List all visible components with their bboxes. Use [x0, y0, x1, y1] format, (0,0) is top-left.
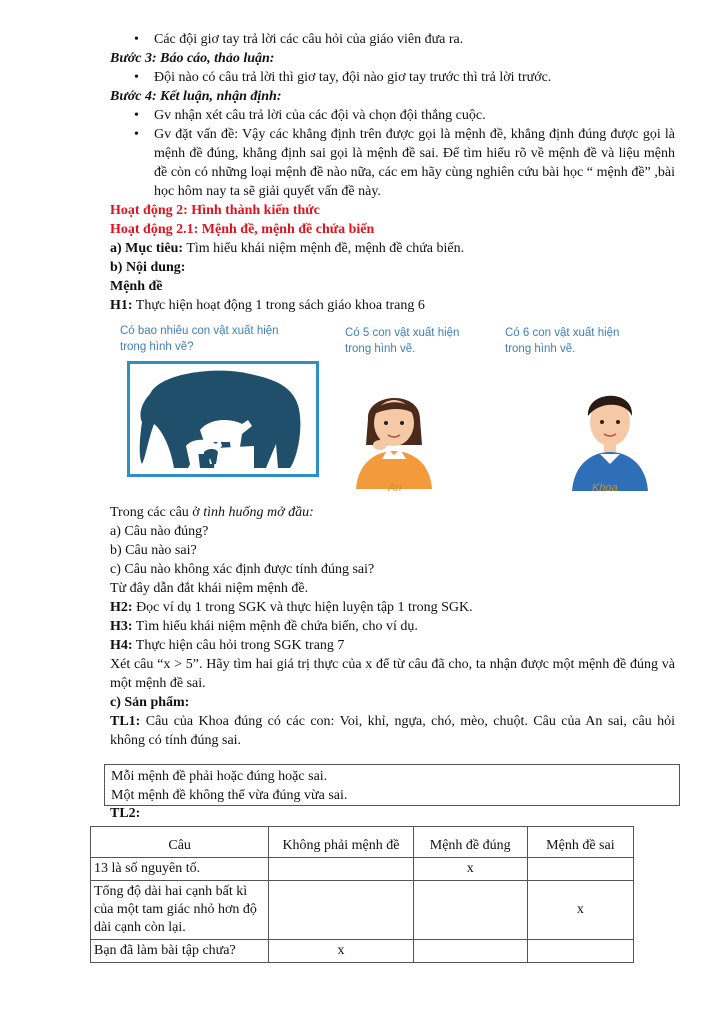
boy-avatar-icon	[570, 376, 650, 491]
table-cell: x	[527, 881, 633, 940]
question-c: c) Câu nào không xác định được tính đúng sai?	[110, 562, 375, 577]
h2-label: H2:	[110, 600, 133, 615]
question-bubble: Có bao nhiêu con vật xuất hiện trong hình vẽ?	[120, 325, 279, 353]
animal-puzzle-image	[127, 361, 319, 477]
activity21-heading: Hoạt động 2.1: Mệnh đề, mệnh đề chứa biến	[110, 222, 375, 237]
header-true-proposition: Mệnh đề đúng	[413, 827, 527, 858]
textbook-figure	[110, 321, 675, 499]
activity2-heading: Hoạt động 2: Hình thành kiến thức	[110, 203, 320, 218]
step3-title: Bước 3: Báo cáo, thảo luận:	[110, 51, 275, 66]
table-cell: x	[413, 858, 527, 881]
table-cell: 13 là số nguyên tố.	[91, 858, 269, 881]
proposition-heading: Mệnh đề	[110, 279, 163, 294]
tl1-text: Câu của Khoa đúng có các con: Voi, khỉ, ngựa, chó, mèo, chuột. Câu của An sai, câu hỏi không có tính đúng sai.	[110, 714, 675, 748]
lead-in-line: Từ đây dẫn đắt khái niệm mệnh đề.	[110, 581, 309, 596]
step3-bullet: • Đội nào có câu trả lời thì giơ tay, đội nào giơ tay trước thì trả lời trước.	[110, 68, 675, 87]
header-false-proposition: Mệnh đề sai	[527, 827, 633, 858]
proposition-table	[90, 826, 634, 963]
tl2-label: TL2:	[110, 806, 141, 821]
question-b: b) Câu nào sai?	[110, 543, 197, 558]
objective-text: Tìm hiểu khái niệm mệnh đề, mệnh đề chứa biến.	[183, 241, 465, 256]
table-cell	[269, 858, 413, 881]
girl-avatar-icon	[348, 379, 438, 489]
h2-line	[110, 598, 675, 617]
table-cell: Tổng độ dài hai cạnh bất kì của một tam giác nhỏ hơn độ dài cạnh còn lại.	[91, 881, 269, 940]
definition-box	[104, 764, 680, 806]
table-cell	[269, 881, 413, 940]
table-cell	[413, 940, 527, 963]
an-speech-bubble: Có 5 con vật xuất hiện trong hình vẽ.	[345, 327, 460, 355]
definition-line-1: Mỗi mệnh đề phải hoặc đúng hoặc sai.	[111, 769, 328, 784]
step4-bullet-1: • Gv nhận xét câu trả lời của các đội và chọn đội thắng cuộc.	[110, 106, 675, 125]
elephant-silhouette-icon	[130, 364, 316, 474]
table-cell	[413, 881, 527, 940]
h2-text: Đọc ví dụ 1 trong SGK và thực hiện luyện tập 1 trong SGK.	[132, 600, 473, 615]
h3-label: H3:	[110, 619, 133, 634]
h3-line	[110, 617, 675, 636]
objective-label: a) Mục tiêu:	[110, 241, 184, 256]
table-cell: x	[269, 940, 413, 963]
h4-text: Thực hiện câu hỏi trong SGK trang 7	[132, 638, 345, 653]
boy-khoa-illustration	[570, 376, 650, 491]
product-label: c) Sản phẩm:	[110, 695, 190, 710]
table-row	[91, 858, 634, 881]
definition-line-2: Một mệnh đề không thể vừa đúng vừa sai.	[111, 788, 348, 803]
h4-line	[110, 636, 675, 655]
intro-line	[110, 503, 675, 522]
an-name-label: An	[388, 482, 402, 494]
tl1-paragraph	[110, 712, 675, 750]
h1-line	[110, 296, 675, 315]
step4-title: Bước 4: Kết luận, nhận định:	[110, 89, 282, 104]
girl-an-illustration	[348, 379, 438, 489]
table-cell: Bạn đã làm bài tập chưa?	[91, 940, 269, 963]
consider-paragraph: Xét câu “x > 5”. Hãy tìm hai giá trị thực của x để từ câu đã cho, ta nhận được một mệnh đề đúng và một mệnh đề sai.	[110, 657, 675, 691]
h4-label: H4:	[110, 638, 133, 653]
bullet-teams-raise-hands: • Các đội giơ tay trả lời các câu hỏi của giáo viên đưa ra.	[110, 30, 675, 49]
document-body	[110, 30, 675, 750]
table-header-row	[91, 827, 634, 858]
khoa-speech-bubble: Có 6 con vật xuất hiện trong hình vẽ.	[505, 327, 620, 355]
tl1-label: TL1:	[110, 714, 141, 729]
question-a: a) Câu nào đúng?	[110, 524, 209, 539]
intro-prefix: Trong các câu ở	[110, 505, 204, 520]
h1-label: H1:	[110, 298, 133, 313]
header-sentence: Câu	[91, 827, 269, 858]
table-cell	[527, 858, 633, 881]
h1-text: Thực hiện hoạt động 1 trong sách giáo khoa trang 6	[132, 298, 425, 313]
table-row	[91, 881, 634, 940]
content-label: b) Nội dung:	[110, 260, 186, 275]
header-not-proposition: Không phải mệnh đề	[269, 827, 413, 858]
khoa-name-label: Khoa	[592, 482, 618, 494]
h3-text: Tìm hiểu khái niệm mệnh đề chứa biến, cho ví dụ.	[132, 619, 418, 634]
objective-line	[110, 239, 675, 258]
step4-bullet-2: • Gv đặt vấn đề: Vậy các khẳng định trên được gọi là mệnh đề, khẳng định đúng được gọi là mệnh đề đúng, khẳng định sai gọi là mệnh đề sai. Để tìm hiểu rõ về mệnh đề và liệu mệnh đề còn có những loại mệnh đề nào nữa, các em hãy cùng nghiên cứu bài học “ mệnh đề” ,bài học hôm nay ta sẽ giải quyết vấn đề này.	[110, 125, 675, 201]
intro-italic: tình huống mở đầu:	[203, 505, 314, 520]
table-cell	[527, 940, 633, 963]
table-row	[91, 940, 634, 963]
